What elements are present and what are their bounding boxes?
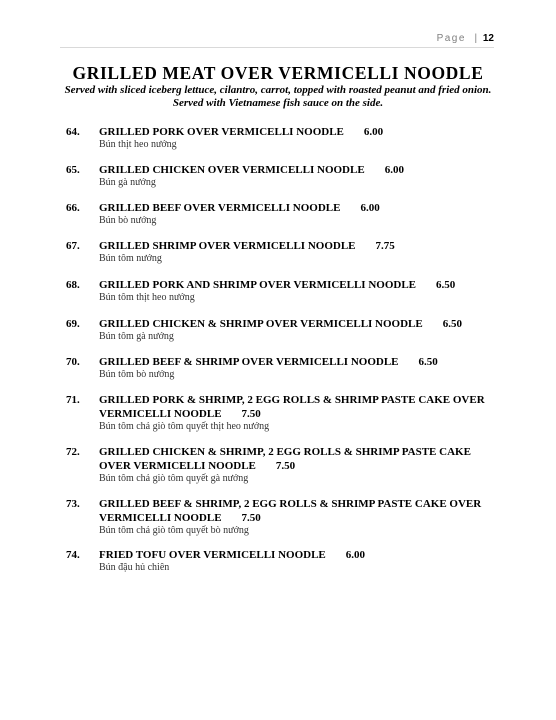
menu-item xyxy=(66,497,481,537)
menu-item xyxy=(66,393,485,433)
item-name: GRILLED PORK & SHRIMP, 2 EGG ROLLS & SHRIMP PASTE CAKE OVER xyxy=(99,394,485,406)
item-number: 74. xyxy=(66,549,80,561)
menu-item xyxy=(66,163,404,189)
menu-item xyxy=(66,317,462,343)
item-price: 6.00 xyxy=(345,549,366,561)
item-number: 72. xyxy=(66,446,80,458)
item-price: 6.50 xyxy=(436,279,456,291)
item-number: 67. xyxy=(66,240,80,252)
menu-item-title xyxy=(66,239,395,253)
item-name: GRILLED BEEF OVER VERMICELLI NOODLE xyxy=(99,202,341,214)
item-price: 6.00 xyxy=(384,164,404,176)
menu-item xyxy=(66,355,438,381)
menu-item-title xyxy=(66,355,438,369)
menu-item-title xyxy=(66,497,481,511)
item-name: GRILLED BEEF & SHRIMP OVER VERMICELLI NOODLE xyxy=(99,356,399,368)
item-name-continued: VERMICELLI NOODLE xyxy=(99,512,222,524)
item-vietnamese-name: Bún thịt heo nướng xyxy=(99,139,177,150)
item-name: GRILLED CHICKEN & SHRIMP, 2 EGG ROLLS & SHRIMP PASTE CAKE xyxy=(99,446,471,458)
menu-item xyxy=(66,239,395,265)
menu-item-title xyxy=(66,163,404,177)
item-vietnamese-name: Bún gà nướng xyxy=(99,177,156,188)
item-price: 6.00 xyxy=(360,202,380,214)
menu-item-title xyxy=(66,548,365,562)
menu-item-title xyxy=(66,445,471,459)
menu-item-title xyxy=(66,317,462,331)
menu-item xyxy=(66,548,365,574)
menu-item-title xyxy=(66,125,383,139)
item-number: 66. xyxy=(66,202,80,214)
section-subtitle xyxy=(0,84,556,110)
item-name-continued: VERMICELLI NOODLE xyxy=(99,408,222,420)
item-price: 7.75 xyxy=(375,240,395,252)
page-number: 12 xyxy=(482,33,494,44)
item-name: GRILLED PORK AND SHRIMP OVER VERMICELLI NOODLE xyxy=(99,279,417,291)
item-vietnamese-name: Bún tôm gà nướng xyxy=(99,331,174,342)
item-number: 70. xyxy=(66,356,80,368)
subtitle-line: Served with sliced iceberg lettuce, cilantro, carrot, topped with roasted peanut and fried onion. xyxy=(64,84,492,96)
menu-item xyxy=(66,201,380,227)
item-name: GRILLED PORK OVER VERMICELLI NOODLE xyxy=(99,126,344,138)
menu-item-title-cont xyxy=(66,407,485,421)
item-price: 7.50 xyxy=(241,408,261,420)
item-number: 65. xyxy=(66,164,80,176)
subtitle-line: Served with Vietnamese fish sauce on the side. xyxy=(172,97,384,109)
item-name: GRILLED CHICKEN & SHRIMP OVER VERMICELLI NOODLE xyxy=(99,318,423,330)
item-vietnamese-name: Bún tôm chả giò tôm quyết bò nướng xyxy=(99,525,249,536)
item-name: FRIED TOFU OVER VERMICELLI NOODLE xyxy=(99,549,326,561)
menu-item-title xyxy=(66,201,380,215)
menu-item xyxy=(66,445,471,485)
item-vietnamese-name: Bún đậu hủ chiên xyxy=(99,562,170,573)
item-number: 68. xyxy=(66,279,80,291)
item-price: 6.50 xyxy=(442,318,462,330)
item-vietnamese-name: Bún tôm thịt heo nướng xyxy=(99,292,195,303)
item-name-continued: OVER VERMICELLI NOODLE xyxy=(99,460,256,472)
item-number: 69. xyxy=(66,318,80,330)
item-name: GRILLED CHICKEN OVER VERMICELLI NOODLE xyxy=(99,164,365,176)
page-word: Page xyxy=(436,33,466,44)
item-price: 7.50 xyxy=(275,460,296,472)
item-vietnamese-name: Bún tôm nướng xyxy=(99,253,162,264)
item-number: 64. xyxy=(66,126,80,138)
menu-item-title xyxy=(66,393,485,407)
item-name: GRILLED SHRIMP OVER VERMICELLI NOODLE xyxy=(99,240,356,252)
item-price: 6.50 xyxy=(418,356,438,368)
item-price: 6.00 xyxy=(363,126,384,138)
menu-item-title xyxy=(66,278,455,292)
item-vietnamese-name: Bún tôm chả giò tôm quyết thịt heo nướng xyxy=(99,421,270,432)
section-title: GRILLED MEAT OVER VERMICELLI NOODLE xyxy=(72,63,484,83)
header-rule xyxy=(60,47,494,48)
item-number: 73. xyxy=(66,498,80,510)
item-vietnamese-name: Bún tôm chả giò tôm quyết gà nướng xyxy=(99,473,249,484)
item-vietnamese-name: Bún tôm bò nướng xyxy=(99,369,175,380)
item-price: 7.50 xyxy=(241,512,261,524)
item-vietnamese-name: Bún bò nướng xyxy=(99,215,157,226)
page-header: Page | 12 xyxy=(436,33,494,44)
item-number: 71. xyxy=(66,394,80,406)
item-name: GRILLED BEEF & SHRIMP, 2 EGG ROLLS & SHRIMP PASTE CAKE OVER xyxy=(99,498,482,510)
menu-item xyxy=(66,125,383,151)
menu-item-title-cont xyxy=(66,459,471,473)
menu-item xyxy=(66,278,455,304)
menu-item-title-cont xyxy=(66,511,481,525)
